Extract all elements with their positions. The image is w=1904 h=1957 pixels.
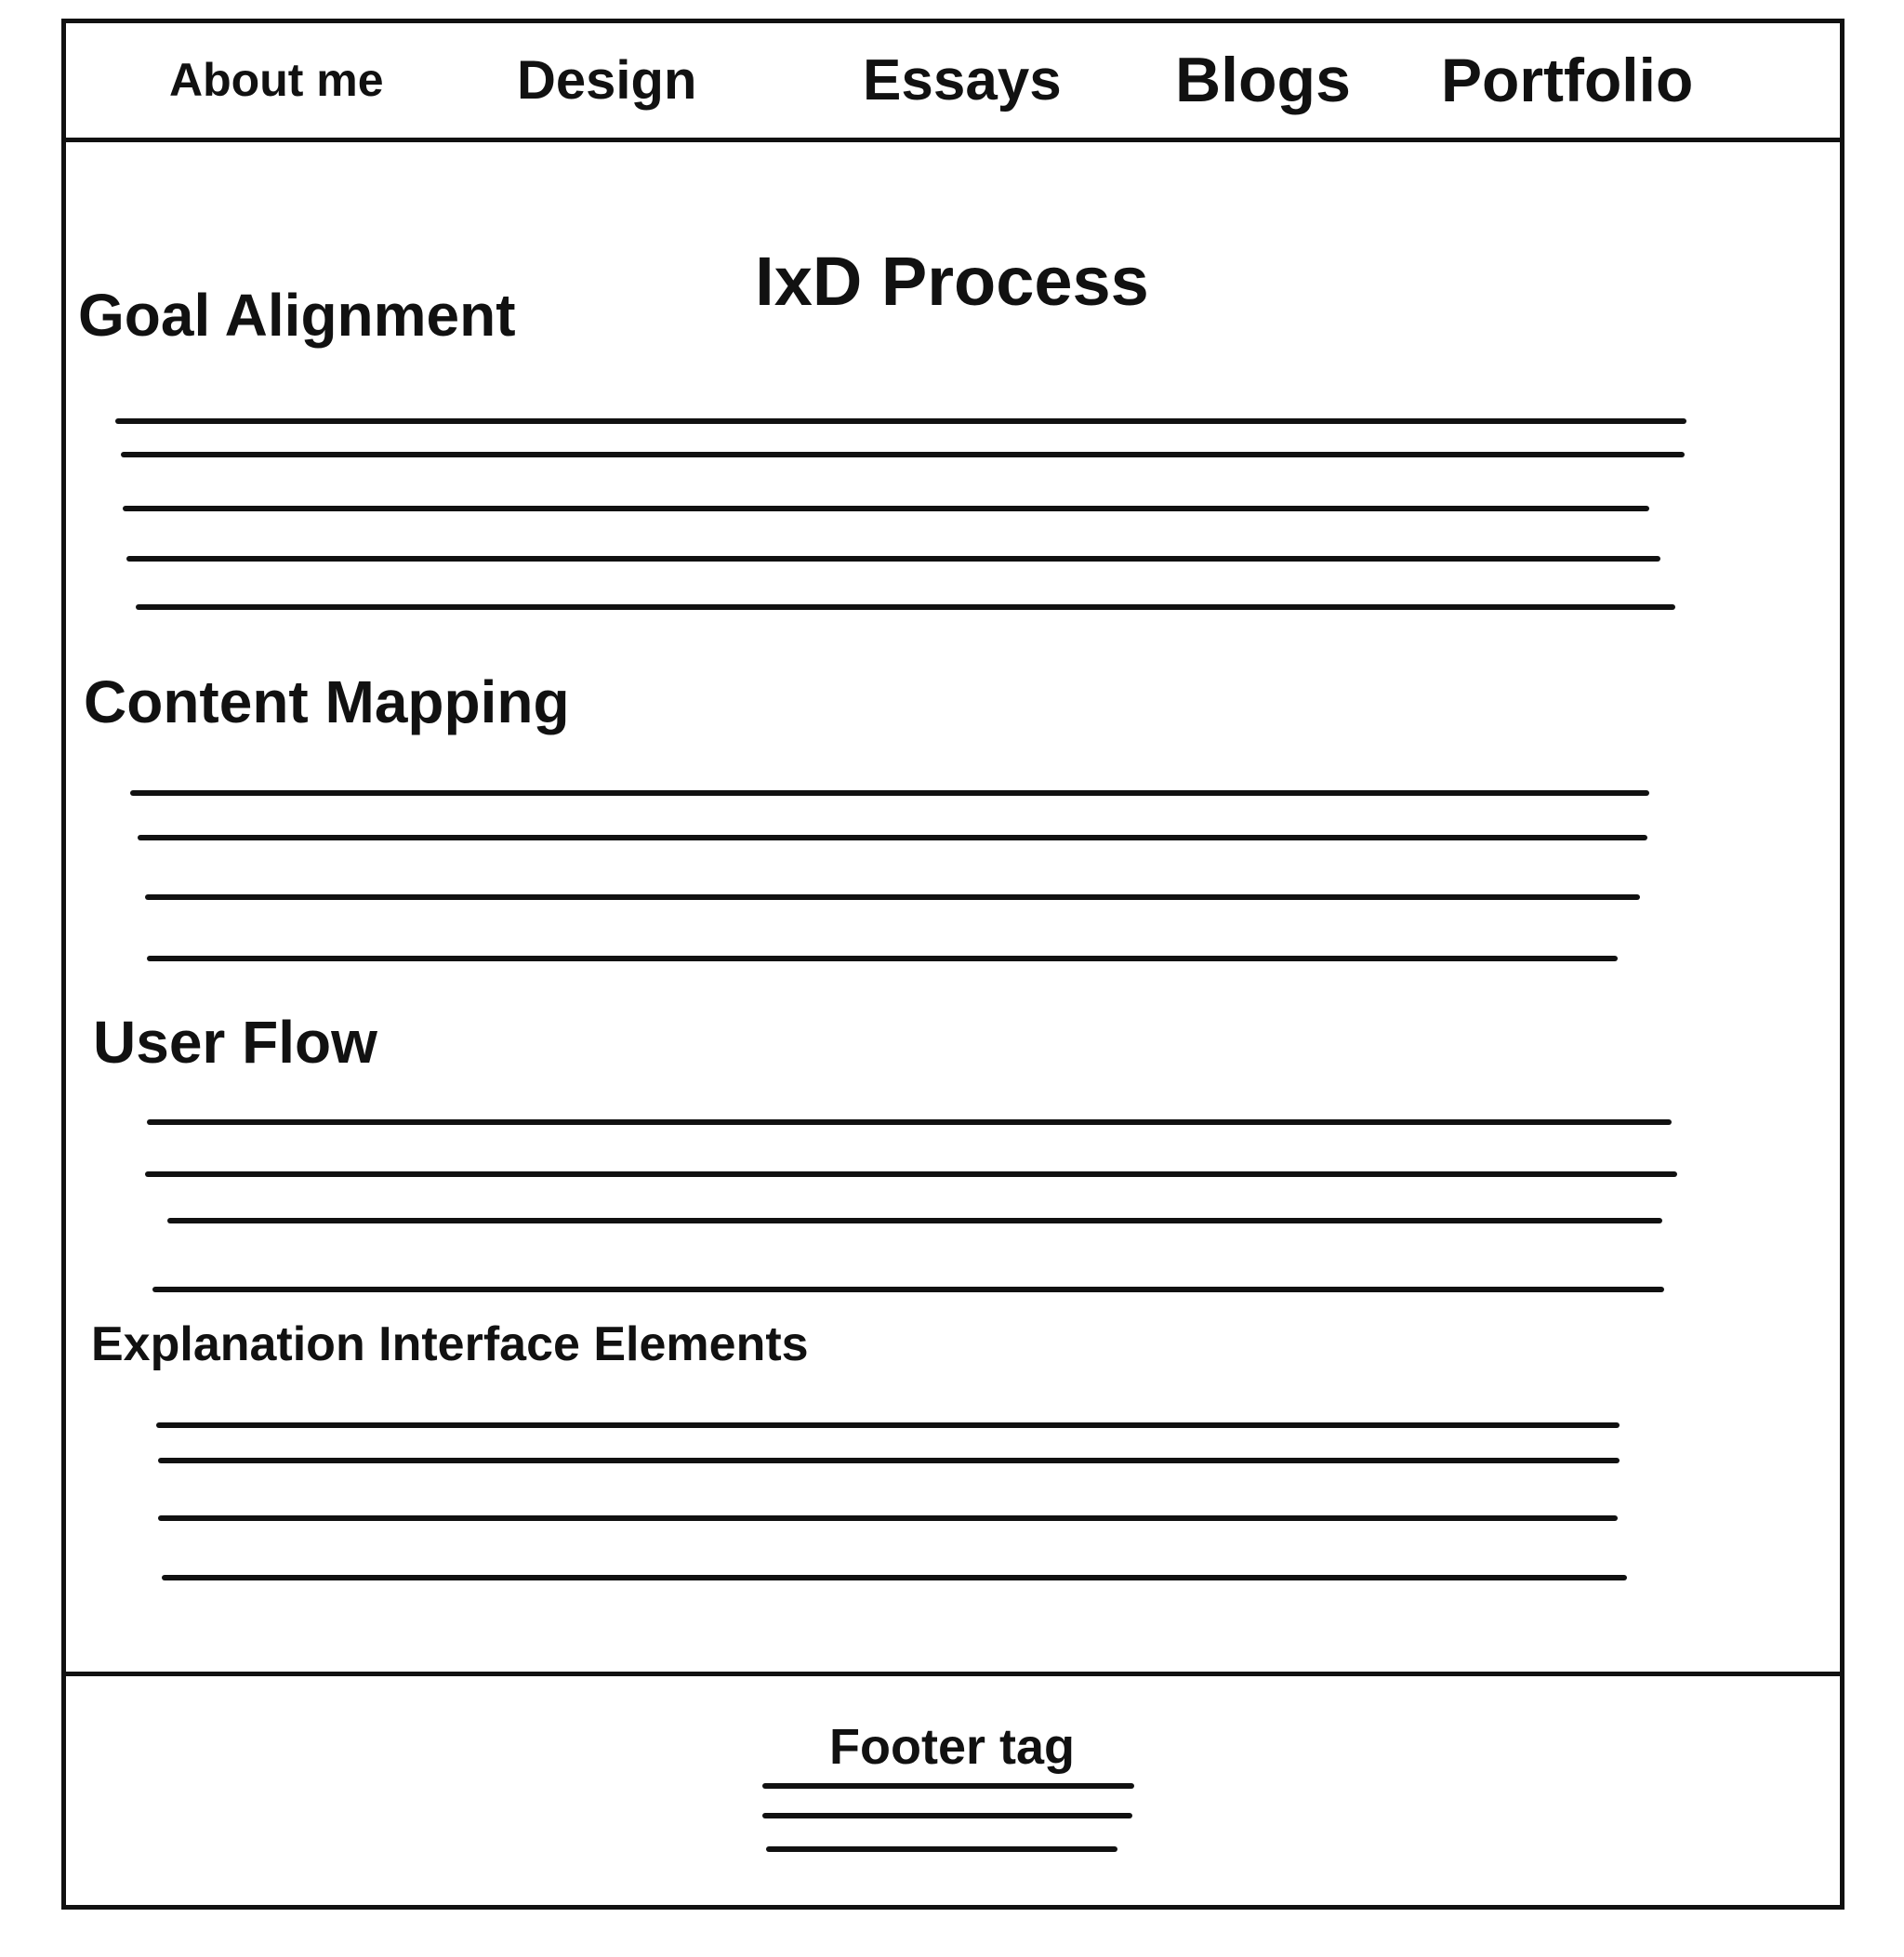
text-placeholder-line [138, 835, 1647, 840]
section-heading-user-flow: User Flow [93, 1009, 377, 1076]
nav-item-portfolio[interactable]: Portfolio [1441, 46, 1694, 114]
text-placeholder-line [158, 1458, 1620, 1463]
text-placeholder-line [130, 790, 1649, 796]
text-placeholder-line [147, 1119, 1672, 1125]
top-navigation [61, 19, 1844, 142]
nav-item-essays[interactable]: Essays [863, 48, 1062, 112]
text-placeholder-line [136, 604, 1675, 610]
text-placeholder-line [123, 506, 1649, 511]
text-placeholder-line [126, 556, 1660, 562]
section-heading-content-mapping: Content Mapping [84, 668, 570, 735]
section-heading-goal-alignment: Goal Alignment [78, 282, 516, 349]
nav-item-blogs[interactable]: Blogs [1175, 45, 1351, 115]
footer-text-line [766, 1846, 1117, 1852]
nav-item-about-me[interactable]: About me [169, 54, 384, 106]
text-placeholder-line [115, 418, 1686, 424]
text-placeholder-line [145, 1171, 1677, 1177]
footer-text-line [762, 1783, 1134, 1789]
text-placeholder-line [145, 894, 1640, 900]
page-title: IxD Process [755, 242, 1149, 320]
text-placeholder-line [121, 452, 1685, 457]
text-placeholder-line [158, 1515, 1618, 1521]
footer-text-line [762, 1813, 1132, 1818]
text-placeholder-line [162, 1575, 1627, 1580]
footer-divider [61, 1672, 1844, 1676]
text-placeholder-line [167, 1218, 1662, 1223]
text-placeholder-line [156, 1422, 1620, 1428]
text-placeholder-line [152, 1287, 1664, 1292]
text-placeholder-line [147, 956, 1618, 961]
nav-item-design[interactable]: Design [517, 50, 697, 111]
section-heading-explanation-interface-elements: Explanation Interface Elements [91, 1317, 809, 1371]
footer-label: Footer tag [829, 1719, 1075, 1775]
